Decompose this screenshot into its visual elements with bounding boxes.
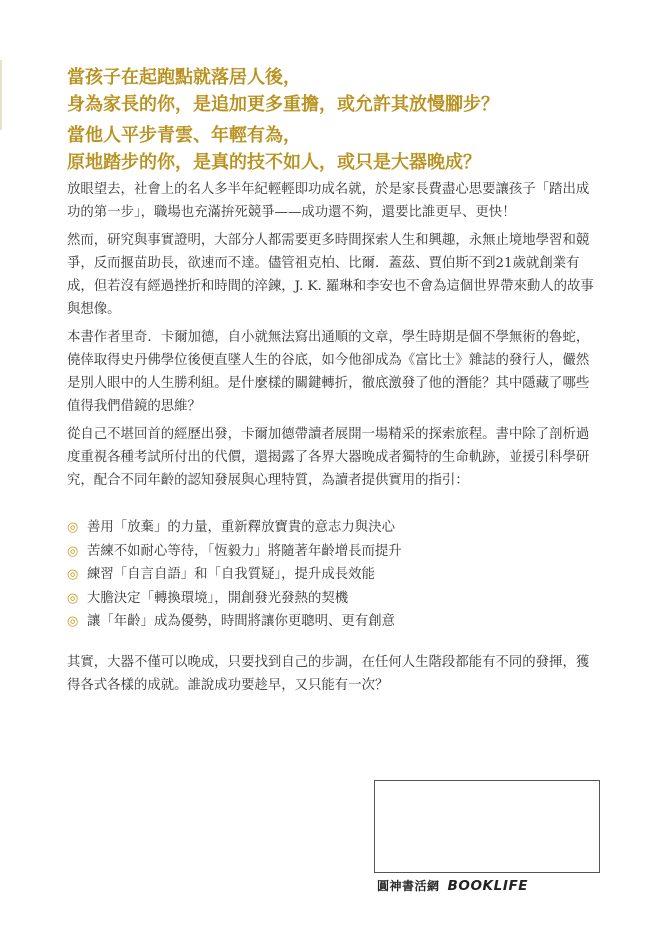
headline-line: 當孩子在起跑點就落居人後， (67, 67, 301, 88)
publisher-name-english: BOOKLIFE (447, 877, 529, 894)
list-item-text: 練習「自言自語」和「自我質疑」，提升成長效能 (87, 567, 375, 582)
publisher-logo (377, 877, 528, 894)
headline-group-2 (67, 122, 627, 176)
list-item (67, 587, 402, 611)
list-item (67, 610, 402, 634)
list-item-text: 大膽決定「轉換環境」，開創發光發熱的契機 (87, 590, 349, 606)
list-item (67, 516, 402, 540)
list-item-text: 苦練不如耐心等待，「恆毅力」將隨著年齡增長而提升 (87, 543, 402, 559)
intro-paragraph: 本書作者里奇．卡爾加德，自小就無法寫出通順的文章，學生時期是個不學無術的魯蛇，僥倖取得史丹佛學位後便直墜人生的谷底，如今他卻成為《富比士》雜誌的發行人，儼然是別人眼中的人生勝利組。是什麼樣的關鍵轉折，徹底激發了他的潛能？其中隱藏了哪些值得我們借鏡的思維？ (67, 330, 590, 414)
intro-paragraph: 放眼望去，社會上的名人多半年紀輕輕即功成名就，於是家長費盡心思要讓孩子「踏出成功的第一步」，職場也充滿拚死競爭——成功還不夠，還要比誰更早、更快！ (67, 182, 590, 220)
list-item-text: 讓「年齡」成為優勢，時間將讓你更聰明、更有創意 (87, 614, 395, 629)
list-item (67, 563, 402, 587)
closing-text: 其實，大器不僅可以晚成，只要找到自己的步調，在任何人生階段都能有不同的發揮，獲得各式各樣的成就。誰說成功要趁早，又只能有一次？ (67, 655, 590, 693)
headline-line: 身為家長的你，是追加更多重擔，或允許其放慢腳步？ (67, 94, 499, 115)
highlights-list (67, 516, 402, 634)
intro-text (67, 178, 601, 497)
closing-paragraph (67, 651, 601, 702)
publisher-name-chinese: 圓神書活網 (377, 879, 440, 893)
bullet-icon: ◎ (67, 543, 79, 559)
list-item-text: 善用「放棄」的力量，重新釋放寶貴的意志力與決心 (87, 520, 395, 535)
intro-paragraph: 從自己不堪回首的經歷出發，卡爾加德帶讀者展開一場精采的探索旅程。書中除了剖析過度重視各種考試所付出的代價，還揭露了各界大器晚成者獨特的生命軌跡，並援引科學研究，配合不同年齡的認知發展與心理特質，為讀者提供實用的指引： (67, 427, 590, 488)
headline-line: 原地踏步的你，是真的技不如人，或只是大器晚成？ (67, 152, 481, 173)
headline-group-1 (67, 64, 627, 118)
bullet-icon: ◎ (67, 567, 79, 582)
bullet-icon: ◎ (67, 614, 79, 629)
headline-line: 當他人平步青雲、年輕有為， (67, 125, 301, 146)
barcode-box (374, 780, 600, 873)
edge-decoration (0, 60, 2, 130)
list-item (67, 540, 402, 564)
intro-paragraph: 然而，研究與事實證明，大部分人都需要更多時間探索人生和興趣，永無止境地學習和競爭，反而揠苗助長，欲速而不達。儘管祖克柏、比爾．蓋茲、賈伯斯不到21歲就創業有成，但若沒有經過挫折和時間的淬鍊，J. K. 羅琳和李安也不會為這個世界帶來動人的故事與想像。 (67, 233, 594, 317)
bullet-icon: ◎ (67, 590, 79, 606)
bullet-icon: ◎ (67, 520, 79, 535)
